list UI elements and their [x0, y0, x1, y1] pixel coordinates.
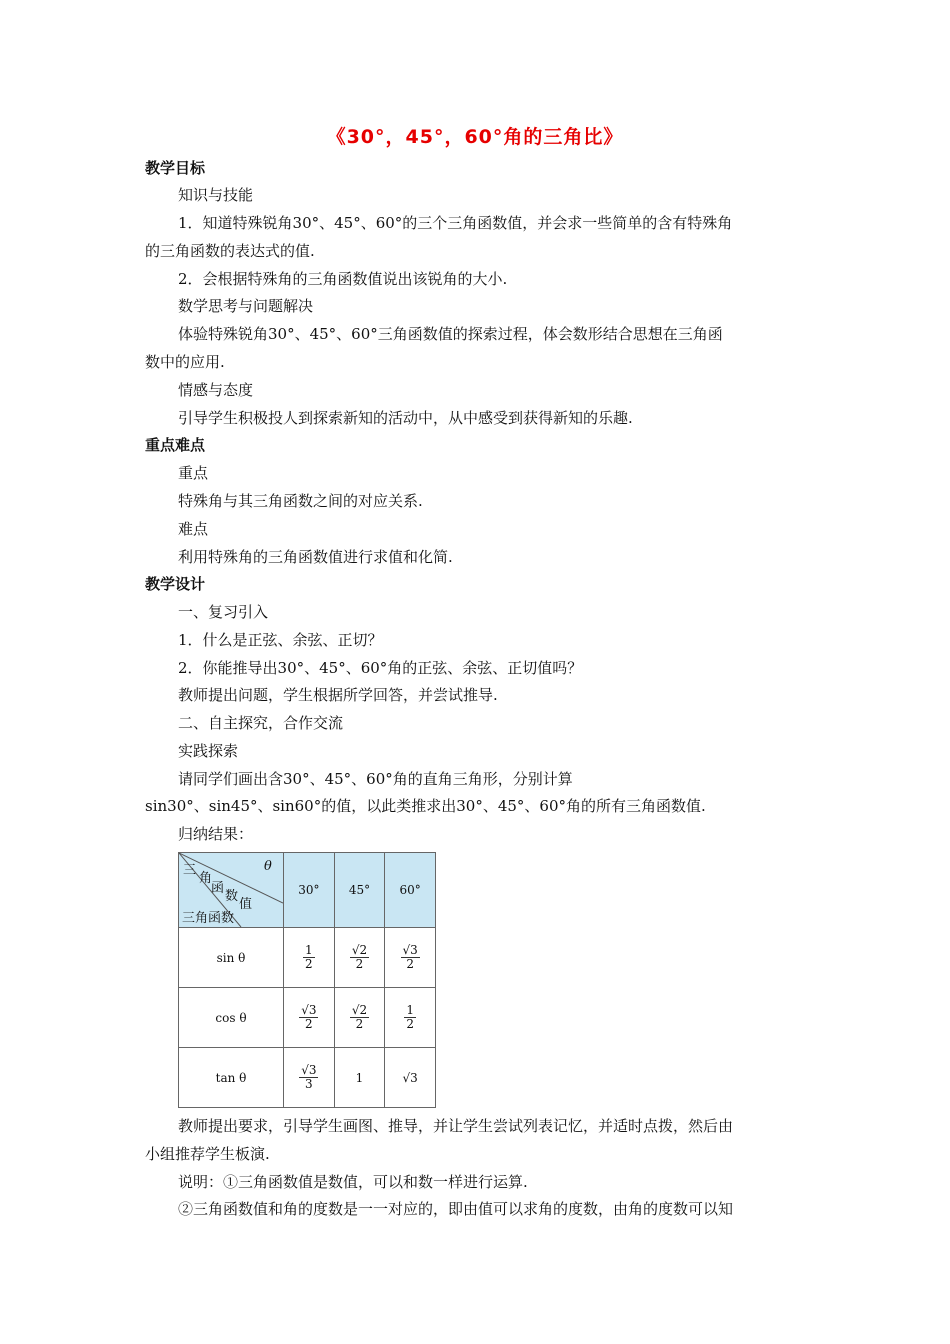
- text-line: 难点: [178, 520, 209, 538]
- column-header-30: 30°: [284, 853, 335, 928]
- text-line: 教师提出问题，学生根据所学回答，并尝试推导.: [178, 686, 498, 704]
- text-line: 一、复习引入: [178, 603, 269, 621]
- text-line: ②三角函数值和角的度数是一一对应的，即由值可以求角的度数，由角的度数可以知: [178, 1200, 734, 1218]
- text-line: 2．你能推导出30°、45°、60°角的正弦、余弦、正切值吗？: [178, 659, 583, 677]
- text-line: 体验特殊锐角30°、45°、60°三角函数值的探索过程，体会数形结合思想在三角函: [178, 325, 723, 343]
- text-line: 说明：①三角函数值是数值，可以和数一样进行运算.: [178, 1173, 528, 1191]
- table-header-row: [179, 853, 436, 928]
- fraction: [299, 1004, 318, 1031]
- section-heading: 重点难点: [145, 436, 206, 454]
- text-line: 小组推荐学生板演.: [145, 1145, 270, 1163]
- column-header-45: 45°: [334, 853, 385, 928]
- corner-char: 函: [211, 881, 225, 896]
- value-cell: [334, 928, 385, 988]
- text-line: 2．会根据特殊角的三角函数值说出该锐角的大小.: [178, 270, 508, 288]
- numerator: √3: [301, 1063, 317, 1077]
- corner-bottom-label: 三角函数: [182, 911, 235, 926]
- corner-char: 值: [239, 897, 253, 912]
- text-line: 1．知道特殊锐角30°、45°、60°的三个三角函数值，并会求一些简单的含有特殊角: [178, 214, 733, 232]
- fraction: [350, 1004, 369, 1031]
- denominator: 2: [355, 957, 364, 971]
- text-line: 情感与态度: [178, 381, 254, 399]
- denominator: 2: [355, 1017, 364, 1031]
- denominator: 2: [305, 957, 313, 971]
- text-line: 二、自主探究，合作交流: [178, 714, 344, 732]
- text-line: 请同学们画出含30°、45°、60°角的直角三角形，分别计算: [178, 770, 573, 788]
- text-line: 教师提出要求，引导学生画图、推导，并让学生尝试列表记忆，并适时点拨，然后由: [178, 1117, 734, 1135]
- numerator: √2: [351, 943, 368, 957]
- text-line: 特殊角与其三角函数之间的对应关系.: [178, 492, 423, 510]
- numerator: 1: [305, 943, 313, 957]
- fraction: [404, 1004, 416, 1031]
- fraction: [299, 1064, 318, 1091]
- numerator: 1: [406, 1003, 414, 1017]
- value-cell: [284, 988, 335, 1048]
- text-line: 1．什么是正弦、余弦、正切？: [178, 631, 383, 649]
- table-row: [179, 1048, 436, 1108]
- fraction: [401, 944, 420, 971]
- text-line: 归纳结果：: [178, 825, 254, 843]
- denominator: 3: [305, 1077, 313, 1091]
- text-line: 利用特殊角的三角函数值进行求值和化简.: [178, 548, 453, 566]
- corner-char: 数: [225, 889, 239, 904]
- numerator: √3: [301, 1003, 317, 1017]
- denominator: 2: [305, 1017, 313, 1031]
- table-row: [179, 988, 436, 1048]
- text-line: 数学思考与问题解决: [178, 297, 314, 315]
- numerator: √2: [351, 1003, 368, 1017]
- text-line: 知识与技能: [178, 186, 254, 204]
- corner-char: 角: [199, 871, 213, 886]
- denominator: 2: [406, 957, 414, 971]
- text-line: 的三角函数的表达式的值.: [145, 242, 315, 260]
- section-heading: 教学设计: [145, 575, 206, 593]
- text-line: 数中的应用.: [145, 353, 225, 371]
- section-heading: 教学目标: [145, 159, 206, 177]
- value-cell: [334, 988, 385, 1048]
- table-corner-cell: [179, 853, 284, 928]
- function-name-cell: tan θ: [179, 1048, 284, 1108]
- text-line: 重点: [178, 464, 209, 482]
- trig-values-table: [178, 852, 436, 1108]
- corner-char: 三: [183, 863, 197, 878]
- document-title: 《30°，45°，60°角的三角比》: [326, 126, 624, 148]
- column-header-60: 60°: [385, 853, 436, 928]
- text-line: sin30°、sin45°、sin60°的值，以此类推求出30°、45°、60°角的所有三角函数值.: [145, 797, 706, 815]
- fraction: [350, 944, 369, 971]
- function-name-cell: sin θ: [179, 928, 284, 988]
- text-line: 引导学生积极投人到探索新知的活动中，从中感受到获得新知的乐趣.: [178, 409, 633, 427]
- value-cell: [385, 928, 436, 988]
- numerator: √3: [402, 943, 418, 957]
- value-cell: 1: [334, 1048, 385, 1108]
- value-cell: [385, 988, 436, 1048]
- theta-label: θ: [264, 859, 272, 874]
- function-name-cell: cos θ: [179, 988, 284, 1048]
- table-row: [179, 928, 436, 988]
- text-line: 实践探索: [178, 742, 239, 760]
- value-cell: [284, 928, 335, 988]
- value-cell: [284, 1048, 335, 1108]
- denominator: 2: [406, 1017, 414, 1031]
- value-cell: √3: [385, 1048, 436, 1108]
- fraction: [303, 944, 315, 971]
